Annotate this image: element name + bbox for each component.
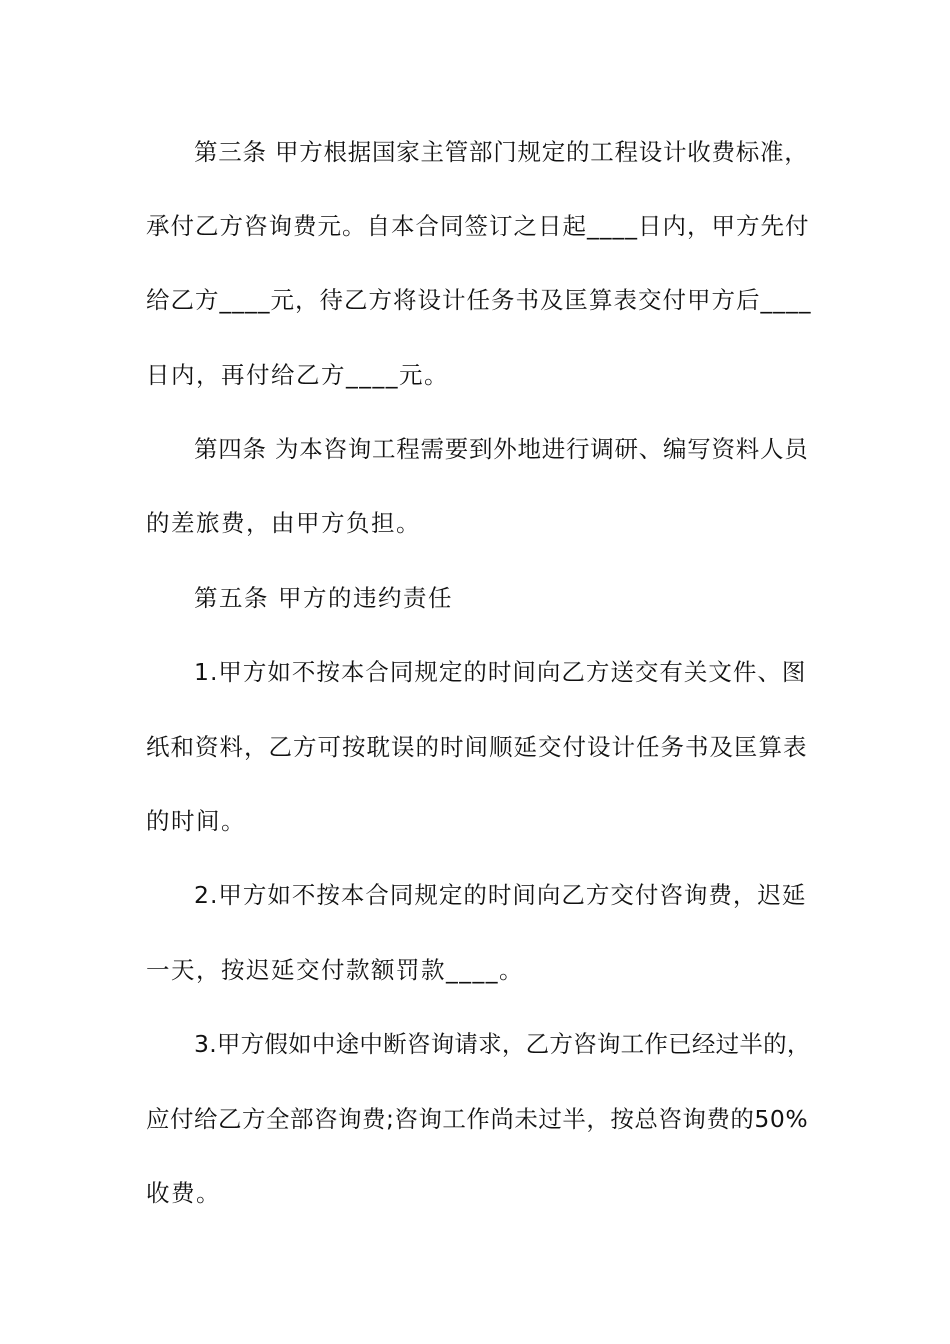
article-3-line-1: 第三条 甲方根据国家主管部门规定的工程设计收费标准， [194, 138, 809, 166]
article-4-line-1: 第四条 为本咨询工程需要到外地进行调研、编写资料人员 [194, 435, 809, 463]
clause-3-line-2: 应付给乙方全部咨询费;咨询工作尚未过半，按总咨询费的50% [146, 1105, 809, 1133]
clause-3-line-3: 收费。 [146, 1179, 221, 1207]
article-5-heading: 第五条 甲方的违约责任 [194, 584, 453, 612]
clause-1-line-3: 的时间。 [146, 807, 246, 835]
clause-3-line-1: 3.甲方假如中途中断咨询请求，乙方咨询工作已经过半的， [194, 1030, 811, 1058]
article-4-line-2: 的差旅费，由甲方负担。 [146, 509, 421, 537]
clause-1-line-1: 1.甲方如不按本合同规定的时间向乙方送交有关文件、图 [194, 658, 807, 686]
clause-1-line-2: 纸和资料，乙方可按耽误的时间顺延交付设计任务书及匡算表 [146, 733, 808, 761]
article-3-line-4: 日内，再付给乙方____元。 [146, 361, 449, 389]
clause-2-line-1: 2.甲方如不按本合同规定的时间向乙方交付咨询费，迟延 [194, 881, 807, 909]
article-3-line-3: 给乙方____元，待乙方将设计任务书及匡算表交付甲方后____ [146, 286, 812, 314]
article-3-line-2: 承付乙方咨询费元。自本合同签订之日起____日内，甲方先付 [146, 212, 810, 240]
clause-2-line-2: 一天，按迟延交付款额罚款____。 [146, 956, 524, 984]
